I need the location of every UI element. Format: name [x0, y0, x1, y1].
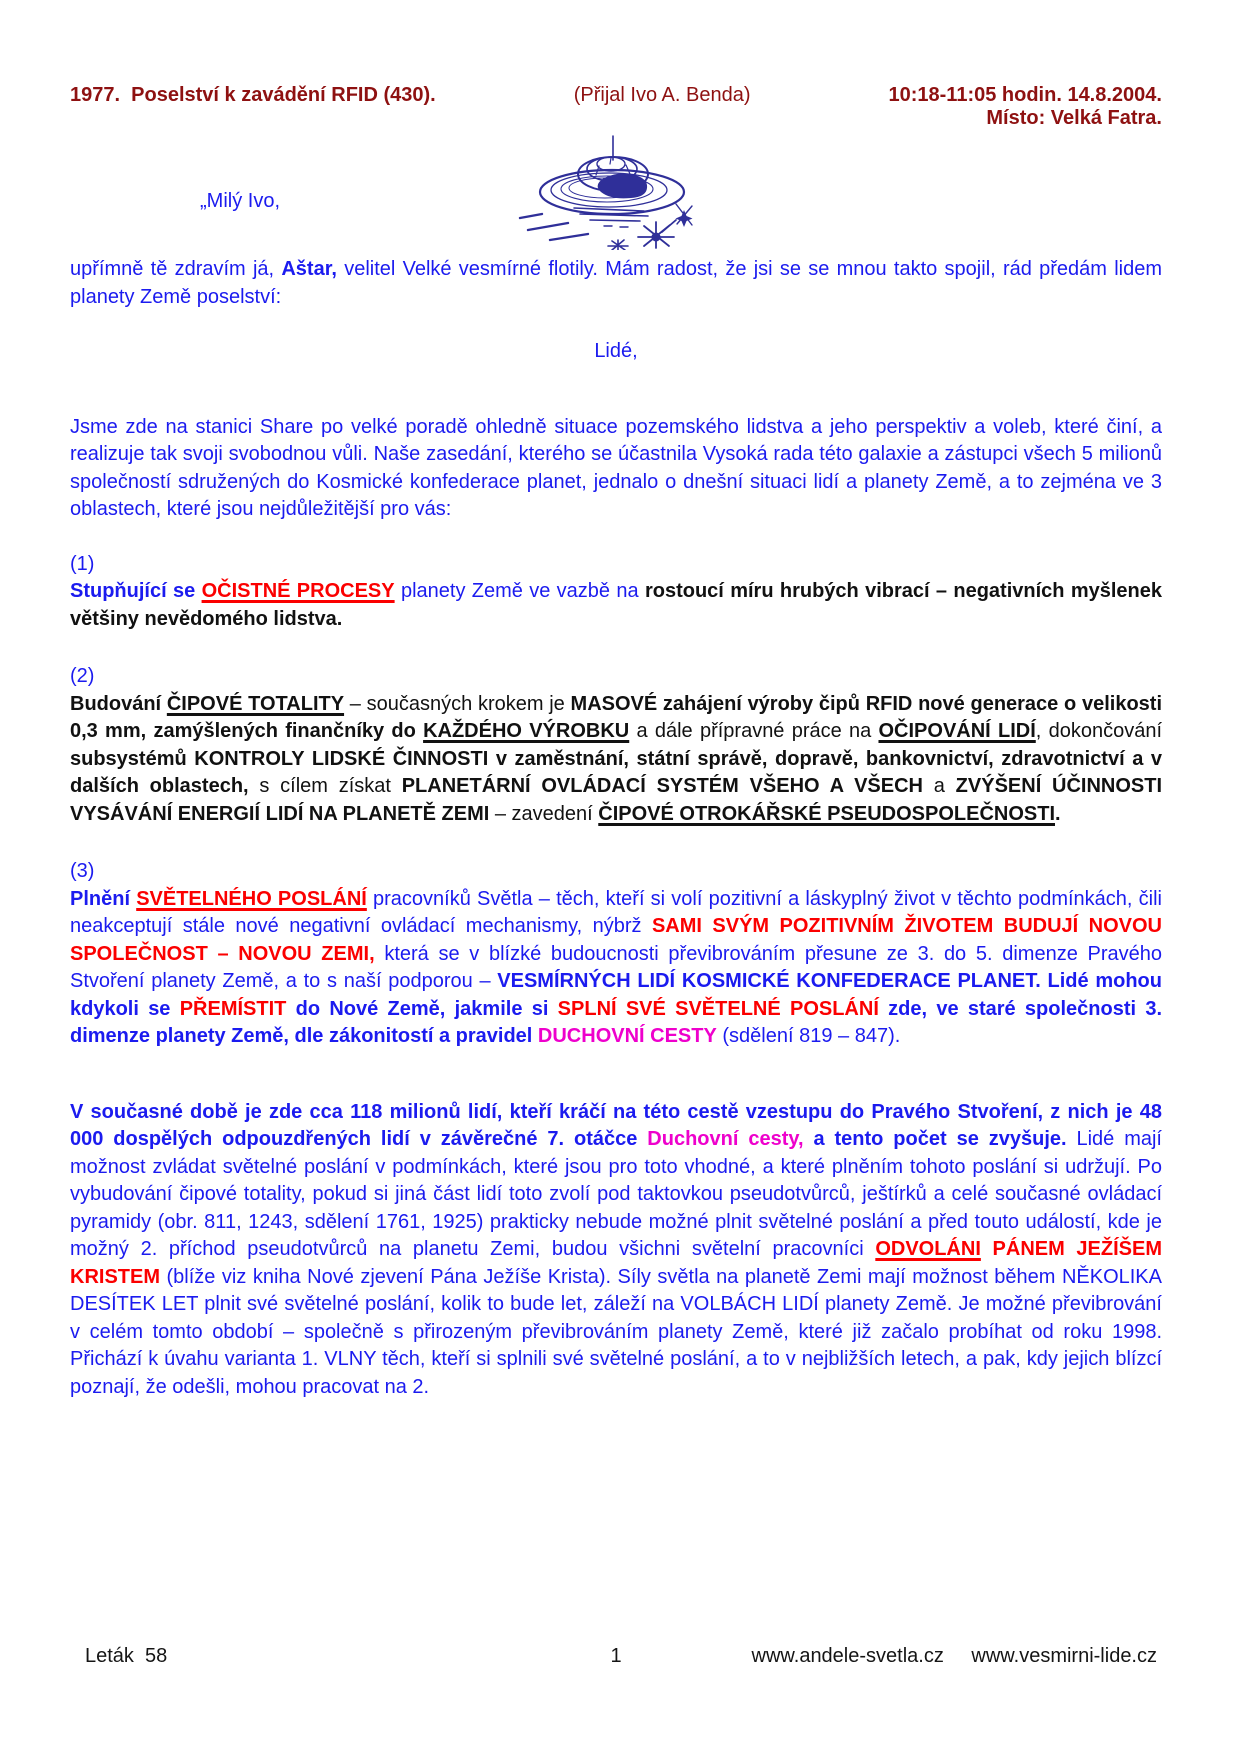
leaflet-number: Leták 58 [85, 1645, 168, 1667]
text-run: planety Země ve vazbě na [400, 580, 645, 602]
text-run: ČIPOVÉ OTROKÁŘSKÉ PSEUDOSPOLEČNOSTI [598, 802, 1055, 825]
text-run: velitel Velké vesmírné flotily. Mám radost, že jsi se se mnou takto spojil, rád předám lidem planety Země poselství: [70, 258, 1162, 308]
text-run: ZVÝŠENÍ ÚČINNOSTI VYSÁVÁNÍ ENERGIÍ LIDÍ NA PLANETĚ ZEMI [70, 775, 1163, 825]
text-run: rostoucí míru hrubých vibrací – negativních myšlenek většiny nevědomého lidstva. [70, 580, 1162, 630]
text-run: SAMI SVÝM POZITIVNÍM ŽIVOTEM BUDUJÍ NOVOU SPOLEČNOST – NOVOU ZEMI, [70, 915, 1162, 965]
section-2-text [70, 691, 1162, 829]
text-run: Jsme zde na stanici Share po velké poradě ohledně situace pozemského lidstva a jeho perspektiv a voleb, které činí, a realizuje tak svoji svobodnou vůli. Naše zasedání, kterého se účastnila Vysoká rada této galaxie a zástupci všech 5 milionů společností sdružených do Kosmické konfederace planet, jednalo o dnešní situaci lidí a planety Země, a to zejména ve 3 oblastech, které jsou nejdůležitější pro vás: [70, 415, 1162, 520]
text-run: a tento počet se zvyšuje. [803, 1128, 1067, 1150]
text-run: DUCHOVNÍ CESTY [537, 1025, 717, 1047]
text-run: s cílem získat [248, 775, 402, 797]
text-run: Lidé mají možnost zvládat světelné poslání v podmínkách, které jsou pro toto vhodné, a které plněním tohoto poslání si udržují. Po vybudování čipové totality, pokud si jiná část lidí toto zvolí pod taktovkou pseudotvůrců, ještírků a celé současné ovládací pyramidy (obr. 811, 1243, sdělení 1761, 1925) prakticky nebude možné plnit světelné poslání a před touto událostí, kde je možný 2. příchod pseudotvůrců na planetu Zemi, budou všichni světelní pracovníci [70, 1128, 1162, 1260]
text-run: KAŽDÉHO VÝROBKU [423, 720, 630, 742]
text-run: subsystémů KONTROLY LIDSKÉ ČINNOSTI v zaměstnání, státní správě, dopravě, bankovnictví, zdravotnictví a v dalších oblastech, [70, 747, 1162, 797]
website-vesmirni-lide: www.vesmirni-lide.cz [971, 1645, 1157, 1667]
text-run: (blíže viz kniha Nové zjevení Pána Ježíše Krista). Síly světla na planetě Zemi mají možnost během NĚKOLIKA DESÍTEK LET plnit své světelné poslání, kolik to bude let, záleží na VOLBÁCH LIDÍ planety Země. Je možné převibrování v celém tomto období – společně s přirozeným převibrováním planety Země, které již začalo probíhat od roku 1998. Přichází k úvahu varianta 1. VLNY těch, kteří si splnili své světelné poslání, a to v nejbližších letech, a pak, kdy jejich blízcí poznají, že odešli, mohou pracovat na 2. [70, 1265, 1162, 1398]
message-place: Místo: Velká Fatra. [986, 107, 1162, 129]
paragraph-final [70, 1099, 1162, 1402]
text-run: , dokončování [1035, 720, 1162, 742]
text-run: Stupňující se [70, 580, 202, 602]
text-run: do Nové Země, jakmile si [286, 997, 558, 1020]
ufo-spaceship-icon [516, 134, 716, 250]
text-run: OČISTNÉ PROCESY [201, 580, 395, 602]
text-run: Plnění [70, 887, 137, 910]
text-run: (sdělení 819 – 847). [716, 1025, 901, 1047]
section-3 [70, 858, 1162, 1051]
text-run: a [923, 775, 956, 797]
section-2 [70, 663, 1162, 828]
text-run: Budování [70, 692, 167, 715]
text-run: ODVOLÁNI [875, 1238, 981, 1260]
section-3-label: (3) [70, 860, 95, 882]
text-run: Aštar, [281, 258, 337, 280]
section-3-text [70, 886, 1162, 1051]
text-run: MASOVÉ zahájení výroby čipů RFID nové generace o velikosti 0,3 mm, zamýšlených finančníky do [70, 692, 1162, 742]
text-run: ČIPOVÉ TOTALITY [166, 692, 345, 715]
text-run: VESMÍRNÝCH LIDÍ KOSMICKÉ KONFEDERACE PLANET. Lidé mohou kdykoli se [70, 970, 1162, 1020]
section-1 [70, 551, 1162, 634]
text-run: – současných krokem je [344, 692, 571, 715]
text-run: a dále přípravné práce na [629, 720, 879, 742]
text-run: . [1055, 802, 1061, 825]
footer-websites [730, 1645, 1157, 1668]
paragraph-council [70, 414, 1162, 524]
salutation: „Milý Ivo, [200, 190, 280, 212]
message-receiver: (Přijal Ivo A. Benda) [573, 84, 751, 106]
text-run: V současné době je zde cca 118 milionů lidí, kteří kráčí na této cestě vzestupu do Pravého Stvoření, z nich je 48 000 dospělých odpouzdřených lidí v závěrečné 7. otáčce [70, 1100, 1162, 1150]
illustration-band [70, 134, 1162, 250]
text-run: PÁNEM JEŽÍŠEM KRISTEM [70, 1238, 1163, 1288]
message-time: 10:18-11:05 hodin. 14.8.2004. [888, 84, 1162, 106]
address-line: Lidé, [594, 340, 638, 362]
text-run: OČIPOVÁNÍ LIDÍ [878, 720, 1036, 742]
text-run [981, 1238, 993, 1260]
section-2-label: (2) [70, 665, 95, 687]
document-header [70, 84, 1162, 107]
ufo-illustration [516, 134, 716, 255]
section-1-label: (1) [70, 552, 95, 575]
text-run: upřímně tě zdravím já, [70, 258, 282, 280]
text-run: PLANETÁRNÍ OVLÁDACÍ SYSTÉM VŠEHO A VŠECH [401, 775, 923, 797]
text-run: PŘEMÍSTIT [179, 997, 287, 1020]
text-run: SPLNÍ SVÉ SVĚTELNÉ POSLÁNÍ [557, 997, 879, 1020]
message-title: 1977. Poselství k zavádění RFID (430). [70, 84, 436, 106]
paragraph-intro [70, 256, 1162, 311]
text-run: Duchovní cesty, [647, 1128, 804, 1150]
text-run: která se v blízké budoucnosti převibrováním přesune ze 3. do 5. dimenze Pravého Stvoření planety Země, a to s naší podporou – [70, 942, 1162, 992]
page-number: 1 [610, 1645, 622, 1667]
text-run: pracovníků Světla – těch, kteří si volí pozitivní a láskyplný život v těchto podmínkách, čili neakceptují stále nové negativní ovládací mechanismy, nýbrž [70, 887, 1162, 937]
text-run: zde, ve staré společnosti 3. dimenze planety Země, dle zákonitostí a pravidel [70, 997, 1162, 1047]
text-run: – zavedení [489, 802, 599, 825]
section-1-text [70, 578, 1162, 633]
text-run: SVĚTELNÉHO POSLÁNÍ [136, 887, 367, 910]
website-andele-svetla: www.andele-svetla.cz [751, 1645, 944, 1667]
